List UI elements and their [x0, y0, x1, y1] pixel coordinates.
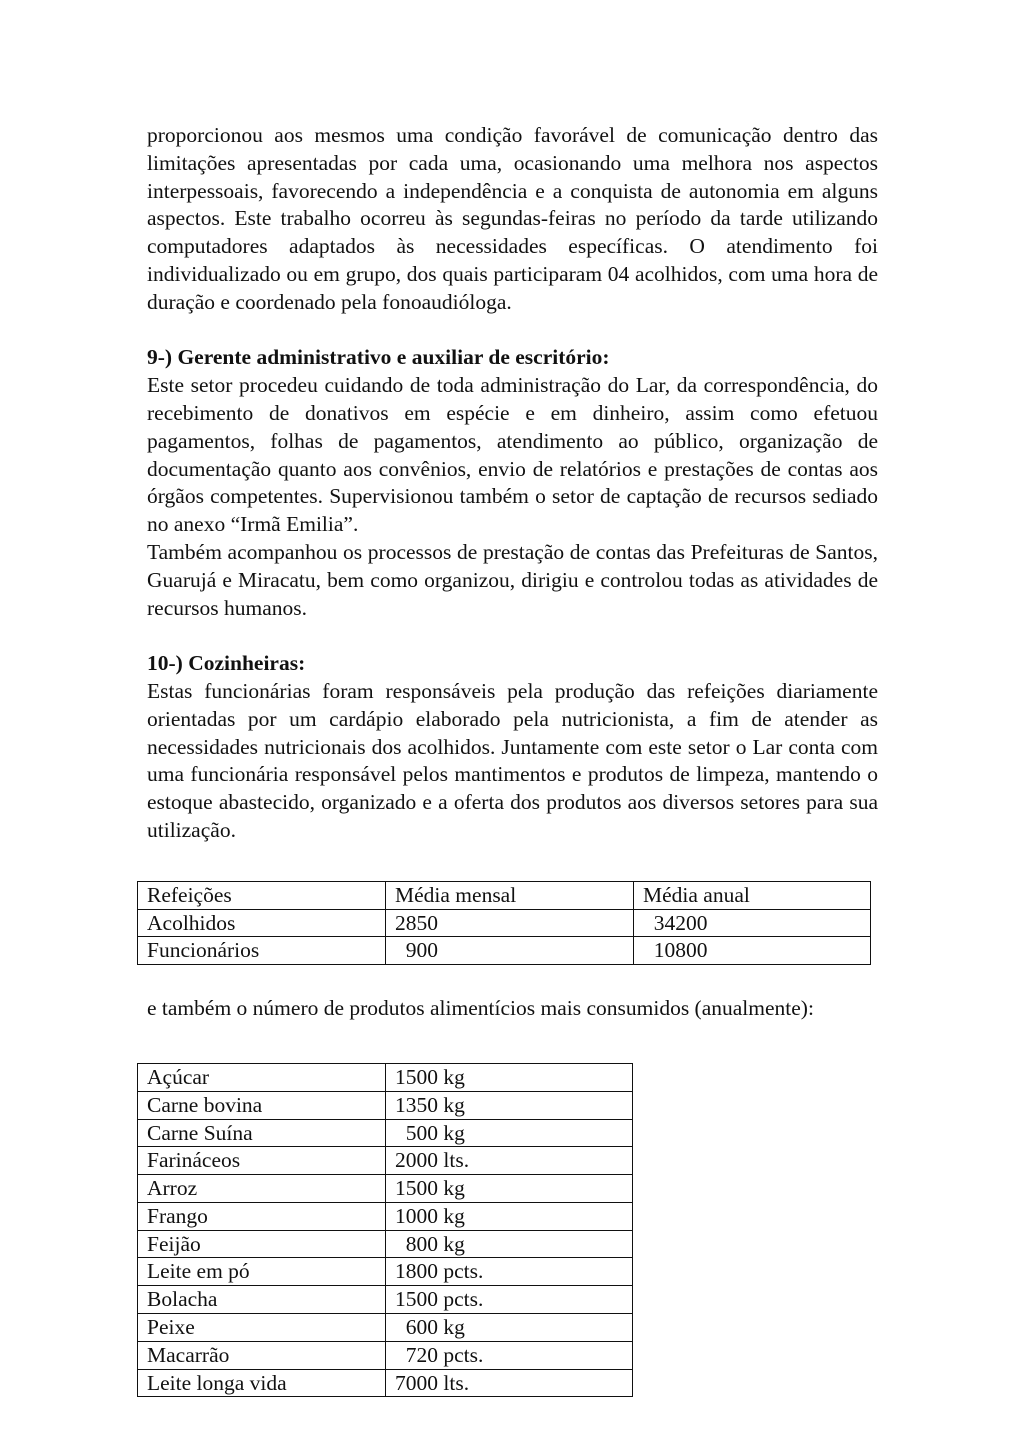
table-row [138, 909, 871, 937]
meals-table [137, 881, 871, 965]
table-row [138, 1314, 633, 1342]
food-name-cell: Frango [138, 1202, 386, 1230]
food-name-cell: Carne bovina [138, 1091, 386, 1119]
foods-table [137, 1063, 633, 1398]
food-name-cell: Açúcar [138, 1063, 386, 1091]
food-name-cell: Leite em pó [138, 1258, 386, 1286]
table-row [138, 1369, 633, 1397]
document-page [147, 122, 878, 1397]
meals-cell: 34200 [634, 909, 871, 937]
meals-cell: 10800 [634, 937, 871, 965]
table-row [138, 1230, 633, 1258]
food-quantity-cell: 500 kg [386, 1119, 633, 1147]
food-name-cell: Peixe [138, 1314, 386, 1342]
food-quantity-cell: 600 kg [386, 1314, 633, 1342]
table-row [138, 1286, 633, 1314]
intro-paragraph: proporcionou aos mesmos uma condição favorável de comunicação dentro das limitações apresentadas por cada uma, ocasionando uma melhora nos aspectos interpessoais, favorecendo a independência e a conquista de autonomia em alguns aspectos. Este trabalho ocorreu às segundas-feiras no período da tarde utilizando computadores adaptados às necessidades específicas. O atendimento foi individualizado ou em grupo, dos quais participaram 04 acolhidos, com uma hora de duração e coordenado pela fonoaudióloga. [147, 123, 878, 314]
food-name-cell: Arroz [138, 1175, 386, 1203]
food-name-cell: Leite longa vida [138, 1369, 386, 1397]
food-name-cell: Feijão [138, 1230, 386, 1258]
food-quantity-cell: 7000 lts. [386, 1369, 633, 1397]
table-row [138, 1202, 633, 1230]
foods-intro-paragraph: e também o número de produtos alimentícios mais consumidos (anualmente): [147, 996, 814, 1021]
meals-cell: 900 [386, 937, 634, 965]
food-quantity-cell: 1500 kg [386, 1063, 633, 1091]
meals-cell: 2850 [386, 909, 634, 937]
meals-cell: Funcionários [138, 937, 386, 965]
food-name-cell: Carne Suína [138, 1119, 386, 1147]
table-row [138, 937, 871, 965]
section-10 [147, 650, 878, 845]
food-quantity-cell: 2000 lts. [386, 1147, 633, 1175]
table-row [138, 1175, 633, 1203]
table-row [138, 1091, 633, 1119]
food-quantity-cell: 1350 kg [386, 1091, 633, 1119]
table-row [138, 1258, 633, 1286]
section-9-heading: 9-) Gerente administrativo e auxiliar de escritório: [147, 345, 610, 370]
meals-header-cell: Média anual [634, 881, 871, 909]
food-quantity-cell: 1000 kg [386, 1202, 633, 1230]
table-row [138, 1147, 633, 1175]
meals-cell: Acolhidos [138, 909, 386, 937]
section-9-paragraph-2: Também acompanhou os processos de prestação de contas das Prefeituras de Santos, Guarujá e Miracatu, bem como organizou, dirigiu e controlou todas as atividades de recursos humanos. [147, 539, 878, 620]
food-quantity-cell: 1800 pcts. [386, 1258, 633, 1286]
section-10-paragraph: Estas funcionárias foram responsáveis pela produção das refeições diariamente orientadas por um cardápio elaborado pela nutricionista, a fim de atender as necessidades nutricionais dos acolhidos. Juntamente com este setor o Lar conta com uma funcionária responsável pelos mantimentos e produtos de limpeza, mantendo o estoque abastecido, organizado e a oferta dos produtos aos diversos setores para sua utilização. [147, 678, 878, 842]
food-quantity-cell: 800 kg [386, 1230, 633, 1258]
section-9-paragraph-1: Este setor procedeu cuidando de toda administração do Lar, da correspondência, do recebimento de donativos em espécie e em dinheiro, assim como efetuou pagamentos, folhas de pagamentos, atendimento ao público, organização de documentação quanto aos convênios, envio de relatórios e prestações de contas aos órgãos competentes. Supervisionou também o setor de captação de recursos sediado no anexo “Irmã Emilia”. [147, 373, 878, 537]
food-name-cell: Macarrão [138, 1341, 386, 1369]
food-name-cell: Bolacha [138, 1286, 386, 1314]
meals-header-cell: Média mensal [386, 881, 634, 909]
table-row [138, 1119, 633, 1147]
meals-table-header-row [138, 881, 871, 909]
food-quantity-cell: 1500 pcts. [386, 1286, 633, 1314]
food-quantity-cell: 1500 kg [386, 1175, 633, 1203]
food-quantity-cell: 720 pcts. [386, 1341, 633, 1369]
section-10-heading: 10-) Cozinheiras: [147, 651, 306, 676]
food-name-cell: Farináceos [138, 1147, 386, 1175]
table-row [138, 1063, 633, 1091]
table-row [138, 1341, 633, 1369]
meals-header-cell: Refeições [138, 881, 386, 909]
section-9 [147, 344, 878, 622]
